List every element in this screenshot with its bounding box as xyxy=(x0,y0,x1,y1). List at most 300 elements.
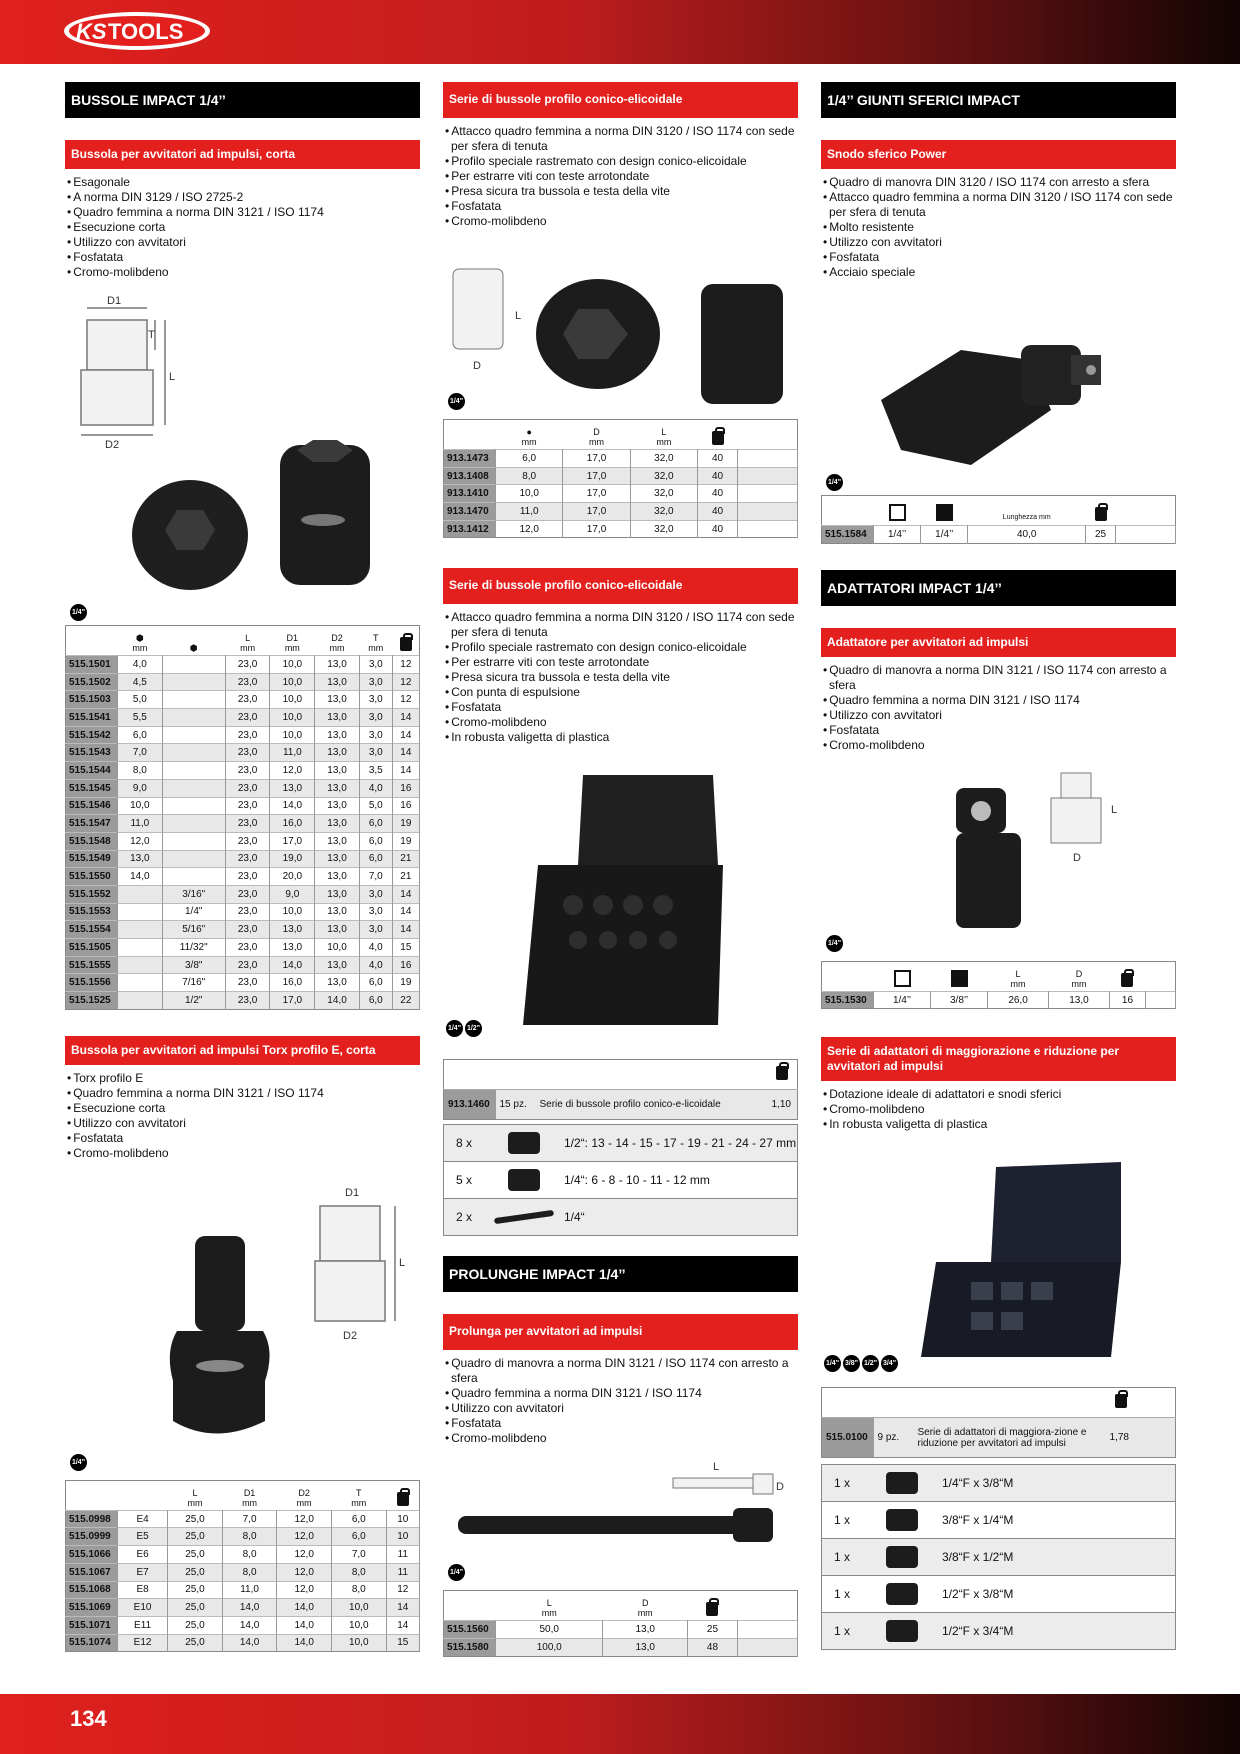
table-cell: 16 xyxy=(1109,991,1145,1009)
table-cell: 23,0 xyxy=(225,815,270,833)
table-cell: 16 xyxy=(392,779,419,797)
socket-icon xyxy=(508,1169,540,1191)
table-row xyxy=(66,956,420,974)
svg-text:KS: KS xyxy=(76,19,107,44)
table-cell: 17,0 xyxy=(270,992,315,1010)
table-cell: 12 xyxy=(392,673,419,691)
kit-pieces: 15 pz. xyxy=(499,1099,527,1111)
table-cell: 100,0 xyxy=(496,1639,603,1657)
table-cell: 6,0 xyxy=(359,815,392,833)
table-cell: 50,0 xyxy=(496,1621,603,1639)
table-row xyxy=(66,1510,420,1528)
article-code: 515.1550 xyxy=(66,868,118,886)
table-row xyxy=(66,974,420,992)
kit-table xyxy=(443,1059,798,1120)
spec-table-extension: L mm D mm 515.1560 50,0 13,0 25 515.1580 100,0 13,0 48 xyxy=(443,1590,798,1656)
table-cell: 23,0 xyxy=(225,974,270,992)
socket-drawing xyxy=(65,290,420,610)
table-cell: 13,0 xyxy=(315,797,360,815)
table-cell: 15 xyxy=(386,1634,419,1652)
article-code: 515.1546 xyxy=(66,797,118,815)
table-cell: 13,0 xyxy=(315,974,360,992)
universal-joint-drawing xyxy=(821,290,1176,480)
table-cell: 13,0 xyxy=(315,921,360,939)
table-row xyxy=(66,1616,420,1634)
table-cell: 14 xyxy=(392,903,419,921)
feature-list: • Dotazione ideale di adattatori e snodi sferici • Cromo-molibdeno • In robusta valigetta di plastica xyxy=(821,1087,1176,1132)
size-badge: 3/8" xyxy=(843,1355,860,1372)
table-cell: 14 xyxy=(392,885,419,903)
table-row xyxy=(66,779,420,797)
subsection-title: Bussola per avvitatori ad impulsi Torx profilo E, corta xyxy=(65,1036,420,1065)
table-row xyxy=(444,1639,798,1657)
table-cell: 10 xyxy=(386,1528,419,1546)
table-cell: 16 xyxy=(392,956,419,974)
square-female-icon xyxy=(894,970,911,987)
table-cell: 5,5 xyxy=(118,709,163,727)
table-cell: 6,0 xyxy=(331,1510,386,1528)
table-cell: 23,0 xyxy=(225,656,270,674)
table-row xyxy=(66,797,420,815)
subsection-title: Snodo sferico Power xyxy=(821,140,1176,169)
subsection-title: Serie di adattatori di maggiorazione e riduzione per avvitatori ad impulsi xyxy=(821,1037,1176,1081)
table-cell: 13,0 xyxy=(1049,991,1110,1009)
weight-icon xyxy=(1095,507,1107,521)
weight-icon xyxy=(397,1492,409,1506)
table-cell: 13,0 xyxy=(270,921,315,939)
kit-pieces: 9 pz. xyxy=(877,1432,900,1444)
table-cell xyxy=(162,762,225,780)
article-code: 515.1554 xyxy=(66,921,118,939)
table-cell: 14,0 xyxy=(222,1634,277,1652)
article-code: 515.1505 xyxy=(66,939,118,957)
table-cell: 10,0 xyxy=(496,485,563,503)
table-cell: E6 xyxy=(118,1546,168,1564)
weight-icon xyxy=(1121,973,1133,987)
table-cell: E8 xyxy=(118,1581,168,1599)
table-cell: 32,0 xyxy=(630,450,697,468)
table-cell: 25,0 xyxy=(168,1528,223,1546)
table-cell: 13,0 xyxy=(603,1621,687,1639)
table-cell: 23,0 xyxy=(225,744,270,762)
table-cell: 6,0 xyxy=(496,450,563,468)
table-cell: 13,0 xyxy=(315,691,360,709)
table-row xyxy=(444,450,798,468)
table-cell: 12 xyxy=(386,1581,419,1599)
table-row xyxy=(444,1621,798,1639)
bottom-banner xyxy=(0,1694,1240,1754)
section-header: PROLUNGHE IMPACT 1/4’’ xyxy=(443,1256,798,1292)
article-code: 913.1408 xyxy=(444,467,496,485)
table-cell: 17,0 xyxy=(563,503,630,521)
svg-text:D1: D1 xyxy=(107,295,122,307)
table-cell: 14,0 xyxy=(222,1616,277,1634)
table-cell: 5,0 xyxy=(118,691,163,709)
table-cell: 8,0 xyxy=(222,1546,277,1564)
article-code: 913.1470 xyxy=(444,503,496,521)
table-cell: 23,0 xyxy=(225,956,270,974)
spec-table-torx: L mm D1 mm D2 mm T mm 515.0998 E4 25,0 7,0 12,0 6,0 10 515.0999 E5 25,0 8,0 12,0 6,0 10 515.1066 E6 25,0 8,0 12,0 7,0 11 515.1067 E7 25,0 8,0 12,0 8,0 11 515.1068 E8 25,0 11,0 12,0 8,0 12 515.1069 E10 25,0 14,0 14,0 10,0 14 515.1071 E11 25,0 14,0 14,0 10,0 14 515.1074 E12 25,0 14,0 14,0 10,0 15 xyxy=(65,1480,420,1653)
extractor-drawing xyxy=(443,239,798,409)
table-cell: 14 xyxy=(392,726,419,744)
table-cell: 14 xyxy=(392,709,419,727)
feature-list: • Esagonale • A norma DIN 3129 / ISO 2725-2 • Quadro femmina a norma DIN 3121 / ISO 1174 • Esecuzione corta • Utilizzo con avvitatori • Fosfatata • Cromo-molibdeno xyxy=(65,175,420,280)
table-cell: 12,0 xyxy=(277,1510,332,1528)
article-code: 515.1549 xyxy=(66,850,118,868)
kit-row: 5 x 1/4“: 6 - 8 - 10 - 11 - 12 mm xyxy=(443,1162,798,1199)
table-cell: 8,0 xyxy=(331,1563,386,1581)
size-badge: 1/4" xyxy=(826,935,843,952)
table-row xyxy=(66,1546,420,1564)
article-code: 515.0998 xyxy=(66,1510,118,1528)
article-code: 515.1525 xyxy=(66,992,118,1010)
table-cell: 10 xyxy=(386,1510,419,1528)
table-cell: 23,0 xyxy=(225,691,270,709)
table-cell xyxy=(118,956,163,974)
table-cell: 17,0 xyxy=(563,520,630,538)
size-badge: 1/4" xyxy=(448,1564,465,1581)
table-cell: 13,0 xyxy=(315,850,360,868)
table-cell: 1/4’’ xyxy=(874,991,931,1009)
subsection-title: Serie di bussole profilo conico-elicoidale xyxy=(443,82,798,118)
table-row xyxy=(66,1634,420,1652)
table-cell: 21 xyxy=(392,850,419,868)
table-cell: 13,0 xyxy=(315,832,360,850)
table-row xyxy=(66,1528,420,1546)
table-cell: 10,0 xyxy=(270,691,315,709)
table-cell: 26,0 xyxy=(988,991,1049,1009)
kit-row: 1 x 1/4“F x 3/8“M xyxy=(821,1465,1176,1502)
table-row xyxy=(66,921,420,939)
table-cell: 6,0 xyxy=(359,992,392,1010)
table-cell: 7/16" xyxy=(162,974,225,992)
table-cell xyxy=(738,1621,798,1639)
table-cell: 21 xyxy=(392,868,419,886)
article-code: 515.1503 xyxy=(66,691,118,709)
table-cell: 5/16" xyxy=(162,921,225,939)
table-cell: 10,0 xyxy=(118,797,163,815)
table-cell: 3,0 xyxy=(359,709,392,727)
article-code: 515.1502 xyxy=(66,673,118,691)
product-image-case xyxy=(443,755,798,1055)
table-row xyxy=(66,673,420,691)
table-cell: 3,0 xyxy=(359,656,392,674)
kit-code: 515.0100 xyxy=(822,1418,874,1458)
table-row xyxy=(66,709,420,727)
table-cell: 9,0 xyxy=(270,885,315,903)
article-code: 515.1584 xyxy=(822,526,874,544)
kit-code: 913.1460 xyxy=(444,1090,496,1120)
table-cell xyxy=(1146,991,1176,1009)
table-cell: 23,0 xyxy=(225,921,270,939)
svg-text:D1: D1 xyxy=(345,1186,360,1199)
table-cell: 11,0 xyxy=(118,815,163,833)
table-cell: 14,0 xyxy=(270,956,315,974)
table-cell xyxy=(162,779,225,797)
table-cell: 25,0 xyxy=(168,1510,223,1528)
case-drawing xyxy=(443,755,798,1035)
table-cell: 4,0 xyxy=(359,939,392,957)
table-cell: 1/4’’ xyxy=(921,526,968,544)
article-code: 515.1556 xyxy=(66,974,118,992)
table-cell: 3,0 xyxy=(359,744,392,762)
svg-text:TOOLS: TOOLS xyxy=(108,19,184,44)
table-cell xyxy=(118,974,163,992)
table-cell: E11 xyxy=(118,1616,168,1634)
table-cell: 11,0 xyxy=(496,503,563,521)
table-cell: 6,0 xyxy=(359,850,392,868)
kit-row: 1 x 1/2“F x 3/8“M xyxy=(821,1576,1176,1613)
table-cell: 3/8’’ xyxy=(931,991,988,1009)
table-row xyxy=(66,691,420,709)
table-cell xyxy=(738,503,798,521)
table-cell xyxy=(118,885,163,903)
table-cell: 19 xyxy=(392,815,419,833)
spec-table-adapter: L mm D mm 515.1530 1/4’’ 3/8’’ 26,0 13,0 16 xyxy=(821,961,1176,1010)
svg-text:D2: D2 xyxy=(343,1329,358,1342)
subsection-title: Bussola per avvitatori ad impulsi, corta xyxy=(65,140,420,169)
table-cell: 20,0 xyxy=(270,868,315,886)
table-row xyxy=(66,656,420,674)
article-code: 515.1545 xyxy=(66,779,118,797)
table-row xyxy=(66,939,420,957)
size-badge: 1/4" xyxy=(826,474,843,491)
table-cell: 13,0 xyxy=(315,815,360,833)
section-header: 1/4’’ GIUNTI SFERICI IMPACT xyxy=(821,82,1176,118)
size-badge: 1/4" xyxy=(70,604,87,621)
table-cell: 10,0 xyxy=(270,726,315,744)
weight-icon xyxy=(400,637,412,651)
subsection-title: Prolunga per avvitatori ad impulsi xyxy=(443,1314,798,1350)
size-badge: 1/2" xyxy=(862,1355,879,1372)
weight-icon xyxy=(776,1066,788,1080)
table-cell: 13,0 xyxy=(315,709,360,727)
table-row xyxy=(66,868,420,886)
table-cell: 23,0 xyxy=(225,832,270,850)
table-cell: 23,0 xyxy=(225,992,270,1010)
table-cell xyxy=(162,709,225,727)
article-code: 515.1530 xyxy=(822,991,874,1009)
article-code: 515.0999 xyxy=(66,1528,118,1546)
table-cell: 13,0 xyxy=(315,956,360,974)
feature-list: • Quadro di manovra a norma DIN 3121 / ISO 1174 con arresto a sfera • Quadro femmina a norma DIN 3121 / ISO 1174 • Utilizzo con avvitatori • Fosfatata • Cromo-molibdeno xyxy=(821,663,1176,753)
weight-icon xyxy=(1115,1394,1127,1408)
table-row xyxy=(66,992,420,1010)
table-cell: 19 xyxy=(392,974,419,992)
table-cell: 40 xyxy=(698,450,738,468)
table-cell: 23,0 xyxy=(225,709,270,727)
product-image-adapter xyxy=(821,763,1176,961)
article-code: 515.1541 xyxy=(66,709,118,727)
adapter-case-drawing xyxy=(821,1142,1176,1372)
table-row xyxy=(822,526,1176,544)
table-cell: 17,0 xyxy=(270,832,315,850)
kit-row: 8 x 1/2“: 13 - 14 - 15 - 17 - 19 - 21 - 24 - 27 mm xyxy=(443,1125,798,1162)
table-cell: 7,0 xyxy=(222,1510,277,1528)
subsection-title: Adattatore per avvitatori ad impulsi xyxy=(821,628,1176,657)
table-cell: 23,0 xyxy=(225,762,270,780)
svg-text:L: L xyxy=(515,310,522,322)
weight-icon xyxy=(706,1602,718,1616)
table-cell: E4 xyxy=(118,1510,168,1528)
table-cell: 13,0 xyxy=(270,939,315,957)
table-cell xyxy=(162,744,225,762)
table-cell: 16,0 xyxy=(270,815,315,833)
feature-list: • Attacco quadro femmina a norma DIN 3120 / ISO 1174 con sede per sfera di tenuta • Profilo speciale rastremato con design conico-elicoidale • Per estrarre viti con teste arrotondate • Presa sicura tra bussola e testa della vite • Fosfatata • Cromo-molibdeno xyxy=(443,124,798,229)
table-cell: 32,0 xyxy=(630,467,697,485)
table-cell: 40 xyxy=(698,520,738,538)
size-badge: 1/4" xyxy=(70,1454,87,1471)
size-badge: 1/4" xyxy=(446,1020,463,1037)
adapter-icon xyxy=(886,1583,918,1605)
table-cell xyxy=(738,1639,798,1657)
table-cell: 23,0 xyxy=(225,673,270,691)
table-cell: 10,0 xyxy=(331,1599,386,1617)
spec-table-joint: Lunghezza mm 515.1584 1/4’’ 1/4’’ 40,0 25 xyxy=(821,495,1176,544)
article-code: 515.1501 xyxy=(66,656,118,674)
table-cell: 12,0 xyxy=(277,1528,332,1546)
table-cell xyxy=(162,691,225,709)
table-cell: 4,0 xyxy=(118,656,163,674)
table-cell: 3,0 xyxy=(359,726,392,744)
svg-text:L: L xyxy=(1111,803,1118,816)
table-cell: 15 xyxy=(392,939,419,957)
article-code: 515.1552 xyxy=(66,885,118,903)
table-cell: 13,0 xyxy=(315,726,360,744)
table-row xyxy=(66,726,420,744)
kit-description: Serie di adattatori di maggiora-zione e riduzione per avvitatori ad impulsi xyxy=(917,1426,1087,1449)
table-row xyxy=(66,885,420,903)
socket-icon xyxy=(508,1132,540,1154)
table-cell: 13,0 xyxy=(315,673,360,691)
table-cell: 16 xyxy=(392,797,419,815)
table-cell: 9,0 xyxy=(118,779,163,797)
table-row xyxy=(66,1563,420,1581)
table-cell: 13,0 xyxy=(315,762,360,780)
table-cell xyxy=(162,797,225,815)
svg-text:D: D xyxy=(473,360,481,372)
size-badge: 1/2" xyxy=(465,1020,482,1037)
table-cell: 8,0 xyxy=(496,467,563,485)
table-cell: 13,0 xyxy=(603,1639,687,1657)
table-cell: 25,0 xyxy=(168,1616,223,1634)
table-cell: 11/32" xyxy=(162,939,225,957)
table-cell: 17,0 xyxy=(563,467,630,485)
table-cell: 11 xyxy=(386,1563,419,1581)
table-cell: 14,0 xyxy=(118,868,163,886)
table-cell: 3,5 xyxy=(359,762,392,780)
svg-text:L: L xyxy=(713,1461,720,1474)
table-cell: 16,0 xyxy=(270,974,315,992)
table-cell xyxy=(162,868,225,886)
kit-contents xyxy=(443,1124,798,1236)
table-cell: 5,0 xyxy=(359,797,392,815)
square-male-icon xyxy=(936,504,953,521)
table-cell: 10,0 xyxy=(331,1616,386,1634)
adapter-icon xyxy=(886,1546,918,1568)
spec-table-extractor: ● mm D mm L mm 913.1473 6,0 17,0 32,0 40 913.1408 8,0 17,0 32,0 40 913.1410 10,0 17,0 32,0 40 913.1470 11,0 17,0 32,0 40 913.1412 12,0 17,0 32,0 40 xyxy=(443,419,798,538)
table-cell xyxy=(162,656,225,674)
table-cell: 23,0 xyxy=(225,939,270,957)
table-cell: 32,0 xyxy=(630,520,697,538)
table-row xyxy=(822,991,1176,1009)
kit-row: 2 x 1/4“ xyxy=(443,1199,798,1236)
spec-table: ⬢ mm ⬢ L mm D1 mm D2 mm T mm 515.1501 4,0 23,0 10,0 13,0 3,0 12 515.1502 4,5 23,0 10,0 13,0 3,0 12 515.1503 5,0 23,0 10,0 13,0 3,0 12 515.1541 5,5 23,0 10,0 13,0 3,0 14 515.1542 6,0 23,0 10,0 13,0 3,0 14 515.1543 7,0 23,0 11,0 13,0 3,0 14 515.1544 8,0 23,0 12,0 13,0 3,5 14 515.1545 9,0 23,0 13,0 13,0 4,0 16 515.1546 10,0 23,0 14,0 13,0 5,0 16 515.1547 11,0 23,0 16,0 13,0 6,0 19 515.1548 12,0 23,0 17,0 13,0 6,0 19 515.1549 13,0 23,0 19,0 13,0 6,0 21 515.1550 14,0 23,0 20,0 13,0 7,0 21 515.1552 3/16" 23,0 9,0 13,0 3,0 14 515.1553 1/4" 23,0 10,0 13,0 3,0 14 515.1554 5/16" 23,0 13,0 13,0 3,0 14 515.1505 11/32" 23,0 13,0 10,0 4,0 15 515.1555 3/8" 23,0 14,0 13,0 4,0 16 515.1556 7/16" 23,0 16,0 13,0 6,0 19 515.1525 1/2" 23,0 17,0 14,0 6,0 22 xyxy=(65,625,420,1010)
table-cell: 14 xyxy=(386,1599,419,1617)
table-cell: 12,0 xyxy=(270,762,315,780)
spiral-icon: ● xyxy=(526,427,532,437)
table-cell: 25,0 xyxy=(168,1563,223,1581)
section-header: ADATTATORI IMPACT 1/4’’ xyxy=(821,570,1176,606)
section-header: BUSSOLE IMPACT 1/4’’ xyxy=(65,82,420,118)
table-cell: 14,0 xyxy=(222,1599,277,1617)
svg-text:L: L xyxy=(169,371,176,383)
table-cell: 7,0 xyxy=(359,868,392,886)
table-cell: 13,0 xyxy=(315,885,360,903)
kit-description: Serie di bussole profilo conico-e-licoidale xyxy=(539,1099,721,1111)
kit-row: 1 x 1/2“F x 3/4“M xyxy=(821,1613,1176,1650)
article-code: 515.1580 xyxy=(444,1639,496,1657)
article-code: 515.1547 xyxy=(66,815,118,833)
table-cell: 23,0 xyxy=(225,726,270,744)
table-cell: 19,0 xyxy=(270,850,315,868)
table-cell: 25,0 xyxy=(168,1599,223,1617)
table-cell: 13,0 xyxy=(315,868,360,886)
table-cell: 3,0 xyxy=(359,903,392,921)
table-cell: 3,0 xyxy=(359,921,392,939)
svg-text:L: L xyxy=(399,1256,406,1269)
table-cell: 3,0 xyxy=(359,885,392,903)
table-cell: 6,0 xyxy=(118,726,163,744)
table-cell: 1/4" xyxy=(162,903,225,921)
table-cell: 32,0 xyxy=(630,485,697,503)
kit-weight: 1,10 xyxy=(771,1099,791,1111)
table-cell: E12 xyxy=(118,1634,168,1652)
table-cell xyxy=(162,815,225,833)
kit-row: 1 x 3/8“F x 1/2“M xyxy=(821,1539,1176,1576)
adapter-icon xyxy=(886,1472,918,1494)
adapter-icon xyxy=(886,1509,918,1531)
table-cell xyxy=(162,673,225,691)
table-row xyxy=(66,850,420,868)
table-cell: 8,0 xyxy=(331,1581,386,1599)
table-row xyxy=(66,1581,420,1599)
table-row xyxy=(444,503,798,521)
article-code: 515.1066 xyxy=(66,1546,118,1564)
adapter-drawing xyxy=(821,763,1176,943)
table-cell xyxy=(118,939,163,957)
table-cell: 23,0 xyxy=(225,903,270,921)
square-female-icon xyxy=(889,504,906,521)
table-cell xyxy=(118,903,163,921)
svg-text:T: T xyxy=(148,329,155,341)
table-cell: 3/8" xyxy=(162,956,225,974)
table-cell: 12,0 xyxy=(277,1546,332,1564)
table-cell: 19 xyxy=(392,832,419,850)
product-image-torx xyxy=(65,1171,420,1476)
table-row xyxy=(444,520,798,538)
table-cell: 13,0 xyxy=(118,850,163,868)
table-cell: 23,0 xyxy=(225,779,270,797)
table-row xyxy=(66,832,420,850)
table-row xyxy=(444,485,798,503)
article-code: 913.1410 xyxy=(444,485,496,503)
size-badge: 1/4" xyxy=(824,1355,841,1372)
article-code: 515.1074 xyxy=(66,1634,118,1652)
article-code: 515.1542 xyxy=(66,726,118,744)
product-image-adapter-case xyxy=(821,1142,1176,1387)
table-cell: 1/4’’ xyxy=(874,526,921,544)
